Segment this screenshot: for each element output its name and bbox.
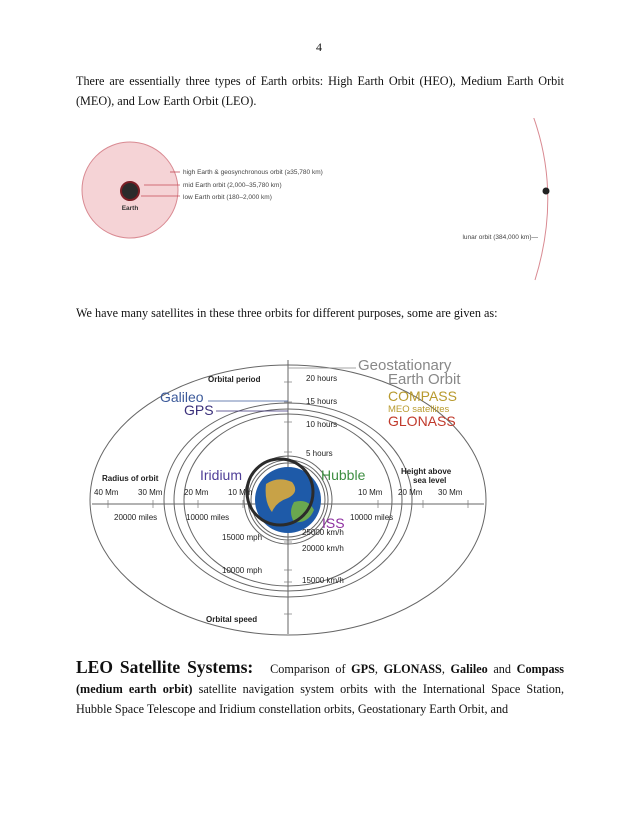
earth-label: Earth xyxy=(121,205,139,212)
geostationary-label-2: Earth Orbit xyxy=(388,371,461,388)
radius-10mm: 10 Mm xyxy=(228,488,253,497)
earth-dot xyxy=(121,182,139,200)
low-orbit-label: low Earth orbit (180–2,000 km) xyxy=(183,194,272,201)
speed-15000-mph: 15000 mph xyxy=(222,533,263,542)
speed-25000-kmh: 25000 km/h xyxy=(302,528,344,537)
radius-of-orbit-label: Radius of orbit xyxy=(102,474,159,483)
orbital-period-label: Orbital period xyxy=(208,375,261,384)
speed-15000-kmh: 15000 km/h xyxy=(302,576,344,585)
glonass-label: GLONASS xyxy=(388,413,456,429)
period-15-hours: 15 hours xyxy=(306,397,338,406)
gps-term: GPS xyxy=(351,662,375,676)
satellite-orbits-figure xyxy=(88,352,498,642)
miles-10000-right: 10000 miles xyxy=(350,513,394,522)
meo-satellites-label: MEO satellites xyxy=(388,404,450,415)
mid-orbit-label: mid Earth orbit (2,000–35,780 km) xyxy=(183,182,282,189)
galileo-term: Galileo xyxy=(450,662,488,676)
radius-40mm: 40 Mm xyxy=(94,488,119,497)
galileo-label: Galileo xyxy=(160,389,204,405)
orbit-types-figure xyxy=(80,118,560,283)
height-20mm: 20 Mm xyxy=(398,488,423,497)
radius-30mm: 30 Mm xyxy=(138,488,163,497)
leo-tail-text: satellite navigation system orbits with the International Space Station, Hubble Space Telescope and Iridium constellation orbits, Geostationary Earth Orbit, and xyxy=(76,682,565,716)
glonass-term: GLONASS xyxy=(383,662,442,676)
sea-level-label: sea level xyxy=(413,476,447,485)
meo-term: (medium earth orbit) xyxy=(76,682,193,696)
and-text: and xyxy=(493,662,511,676)
iss-label: ISS xyxy=(322,515,345,531)
compass-term: Compass xyxy=(516,662,565,676)
lunar-orbit-arc xyxy=(532,118,548,280)
page-number: 4 xyxy=(316,40,322,54)
hubble-label: Hubble xyxy=(321,467,366,483)
moon-dot xyxy=(543,188,550,195)
leo-section-paragraph: LEO Satellite Systems: Comparison of GPS, GLONASS, Galileo and Compass (medium earth orbit) satellite navigation system orbits with the International Space Station, Hubble Space Telescope and Iridium constellation orbits, Geostationary Earth Orbit, and xyxy=(76,657,565,716)
height-above-label: Height above xyxy=(401,467,452,476)
compass-label: COMPASS xyxy=(388,388,457,404)
orbital-speed-label: Orbital speed xyxy=(206,615,258,624)
gps-label: GPS xyxy=(184,402,214,418)
height-30mm: 30 Mm xyxy=(438,488,463,497)
iridium-label: Iridium xyxy=(200,467,243,483)
leo-lead-text: Comparison of xyxy=(270,662,346,676)
height-10mm: 10 Mm xyxy=(358,488,383,497)
miles-10000-left: 10000 miles xyxy=(186,513,230,522)
lunar-orbit-label: lunar orbit (384,000 km)— xyxy=(462,234,538,241)
leo-section-heading: LEO Satellite Systems: xyxy=(76,657,254,677)
period-10-hours: 10 hours xyxy=(306,420,338,429)
period-5-hours: 5 hours xyxy=(306,449,333,458)
high-orbit-label: high Earth & geosynchronous orbit (≥35,780 km) xyxy=(183,169,323,176)
speed-10000-mph: 10000 mph xyxy=(222,566,263,575)
satellites-intro-paragraph: We have many satellites in these three orbits for different purposes, some are given as: xyxy=(76,306,498,320)
speed-20000-kmh: 20000 km/h xyxy=(302,544,344,553)
intro-paragraph: There are essentially three types of Earth orbits: High Earth Orbit (HEO), Medium Earth Orbit (MEO), and Low Earth Orbit (LEO). xyxy=(76,74,564,108)
miles-20000-left: 20000 miles xyxy=(114,513,158,522)
radius-20mm: 20 Mm xyxy=(184,488,209,497)
geostationary-label-1: Geostationary xyxy=(358,357,452,374)
period-20-hours: 20 hours xyxy=(306,374,338,383)
